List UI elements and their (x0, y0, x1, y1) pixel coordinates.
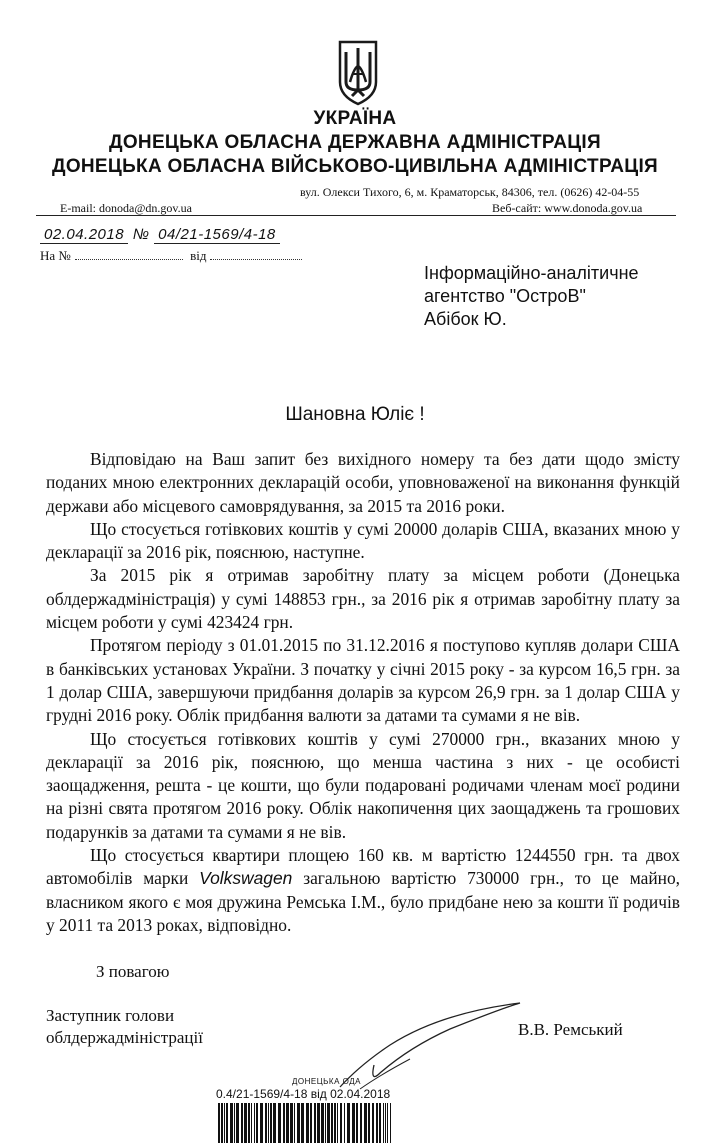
barcode-bar (265, 1103, 267, 1143)
barcode-bar (347, 1103, 350, 1143)
barcode-bar (251, 1103, 252, 1143)
barcode-bar (352, 1103, 355, 1143)
barcode-bar (379, 1103, 381, 1143)
registration-no-label: № (132, 226, 150, 243)
signer-position (46, 1005, 203, 1049)
reference-from-label: від (190, 248, 207, 263)
registration-line (40, 226, 280, 243)
barcode-bar (224, 1103, 225, 1143)
barcode-bar (372, 1103, 374, 1143)
header-email: E-mail: donoda@dn.gov.ua (60, 201, 192, 215)
barcode-bar (286, 1103, 289, 1143)
barcode-bar (221, 1103, 223, 1143)
recipient-line-3: Абібок Ю. (424, 309, 507, 329)
barcode-bar (301, 1103, 304, 1143)
closing: З повагою (96, 962, 170, 981)
barcode-bar (234, 1103, 235, 1143)
barcode-bar (356, 1103, 358, 1143)
car-brand: Volkswagen (199, 868, 293, 889)
recipient-block (424, 262, 639, 331)
registration-stamp-number: 0.4/21-1569/4-18 від 02.04.2018 (216, 1087, 391, 1101)
barcode-bar (340, 1103, 342, 1143)
barcode-bar (244, 1103, 247, 1143)
reference-blank (75, 249, 183, 260)
barcode-bar (387, 1103, 388, 1143)
barcode-bar (337, 1103, 338, 1143)
header-divider (36, 215, 676, 216)
barcode-bar (325, 1103, 326, 1143)
registration-stamp-title: ДОНЕЦЬКА ОДА (292, 1077, 361, 1086)
barcode-bar (383, 1103, 384, 1143)
barcode-bar (368, 1103, 370, 1143)
body-paragraph-6-end: загальною вартістю 730000 грн., то це майно, власником якого є моя дружина Ремська І.М., було придбане нею за кошти її родичів у 2011 та 2013 роках, відповідно. (46, 868, 680, 935)
barcode-bar (385, 1103, 386, 1143)
recipient-line-1: Інформаційно-аналітичне (424, 263, 639, 283)
body-paragraph-5: Що стосується готівкових коштів у сумі 270000 грн., вказаних мною у декларації за 2016 рік, пояснюю, що менша частина з них - це особисті заощадження, решта - це кошти, що були подаровані родичами членам моєї родини на різні свята протягом 2016 року. Облік накопичення цих заощаджень та грошових подарунків за датами та сумами я не вів. (46, 728, 680, 842)
reference-label: На № (40, 248, 71, 263)
header-address: вул. Олекси Тихого, 6, м. Краматорськ, 84306, тел. (0626) 42-04-55 (300, 185, 640, 199)
barcode-bar (278, 1103, 281, 1143)
barcode-bar (360, 1103, 362, 1143)
signer-position-line-1: Заступник голови (46, 1006, 175, 1025)
barcode-bar (376, 1103, 378, 1143)
barcode-bar (306, 1103, 309, 1143)
barcode-bar (290, 1103, 293, 1143)
header-military-administration: ДОНЕЦЬКА ОБЛАСНА ВІЙСЬКОВО-ЦИВІЛЬНА АДМІНІСТРАЦІЯ (52, 156, 658, 177)
barcode-bar (218, 1103, 220, 1143)
barcode-bar (260, 1103, 263, 1143)
barcode-bar (268, 1103, 269, 1143)
body-paragraph-3: За 2015 рік я отримав заробітну плату за місцем роботи (Донецька облдержадміністрація) у сумі 148853 грн., за 2016 рік я отримав заробітну плату за місцем роботи у сумі 423424 грн. (46, 565, 680, 633)
body-paragraph-6 (46, 844, 680, 937)
reference-line (40, 248, 306, 264)
registration-date: 02.04.2018 (40, 226, 128, 244)
body-paragraph-6-start: Що стосується квартири площею 160 кв. м вартістю 1244550 грн. та двох автомобілів марки (46, 845, 680, 889)
barcode-bar (256, 1103, 258, 1143)
signer-position-line-2: облдержадміністрації (46, 1028, 203, 1047)
barcode-bar (273, 1103, 276, 1143)
body-paragraph-4: Протягом періоду з 01.01.2015 по 31.12.2016 я поступово купляв долари США в банківських установах України. З початку у січні 2015 року - за курсом 16,5 грн. за 1 долар США, завершуючи придбання доларів за курсом 26,9 грн. за 1 долар США у грудні 2016 року. Облік придбання валюти за датами та сумами я не вів. (46, 635, 680, 726)
barcode-bar (314, 1103, 316, 1143)
barcode-bar (310, 1103, 312, 1143)
barcode-bar (226, 1103, 228, 1143)
header-country: УКРАЇНА (313, 108, 397, 129)
salutation: Шановна Юліє ! (285, 404, 425, 425)
barcode-bar (248, 1103, 250, 1143)
registration-number: 04/21-1569/4-18 (154, 226, 280, 244)
recipient-line-2: агентство "ОстроВ" (424, 286, 586, 306)
body-paragraph-2: Що стосується готівкових коштів у сумі 20000 доларів США, вказаних мною у декларації за 2016 рік, пояснюю, наступне. (46, 518, 680, 563)
barcode-bar (321, 1103, 324, 1143)
barcode (216, 1103, 396, 1143)
signer-name: В.В. Ремський (518, 1020, 623, 1039)
header-website: Веб-сайт: www.donoda.gov.ua (492, 201, 643, 215)
barcode-bar (331, 1103, 333, 1143)
barcode-bar (390, 1103, 391, 1143)
barcode-bar (283, 1103, 285, 1143)
ukraine-trident-emblem-icon (336, 38, 380, 106)
barcode-bar (294, 1103, 295, 1143)
letter-body (46, 448, 680, 937)
barcode-bar (297, 1103, 300, 1143)
body-paragraph-1: Відповідаю на Ваш запит без вихідного номеру та без дати щодо змісту поданих мною електронних декларацій особи, уповноваженої на виконання функцій держави або місцевого самоврядування, за 2015 та 2016 роки. (46, 449, 680, 516)
barcode-bar (364, 1103, 367, 1143)
barcode-bar (334, 1103, 336, 1143)
barcode-bar (241, 1103, 243, 1143)
header-administration: ДОНЕЦЬКА ОБЛАСНА ДЕРЖАВНА АДМІНІСТРАЦІЯ (109, 132, 601, 153)
barcode-bar (270, 1103, 272, 1143)
barcode-bar (254, 1103, 255, 1143)
barcode-bar (230, 1103, 233, 1143)
barcode-bar (327, 1103, 330, 1143)
barcode-bar (236, 1103, 239, 1143)
barcode-bar (317, 1103, 320, 1143)
reference-date-blank (210, 249, 302, 260)
barcode-bar (344, 1103, 345, 1143)
